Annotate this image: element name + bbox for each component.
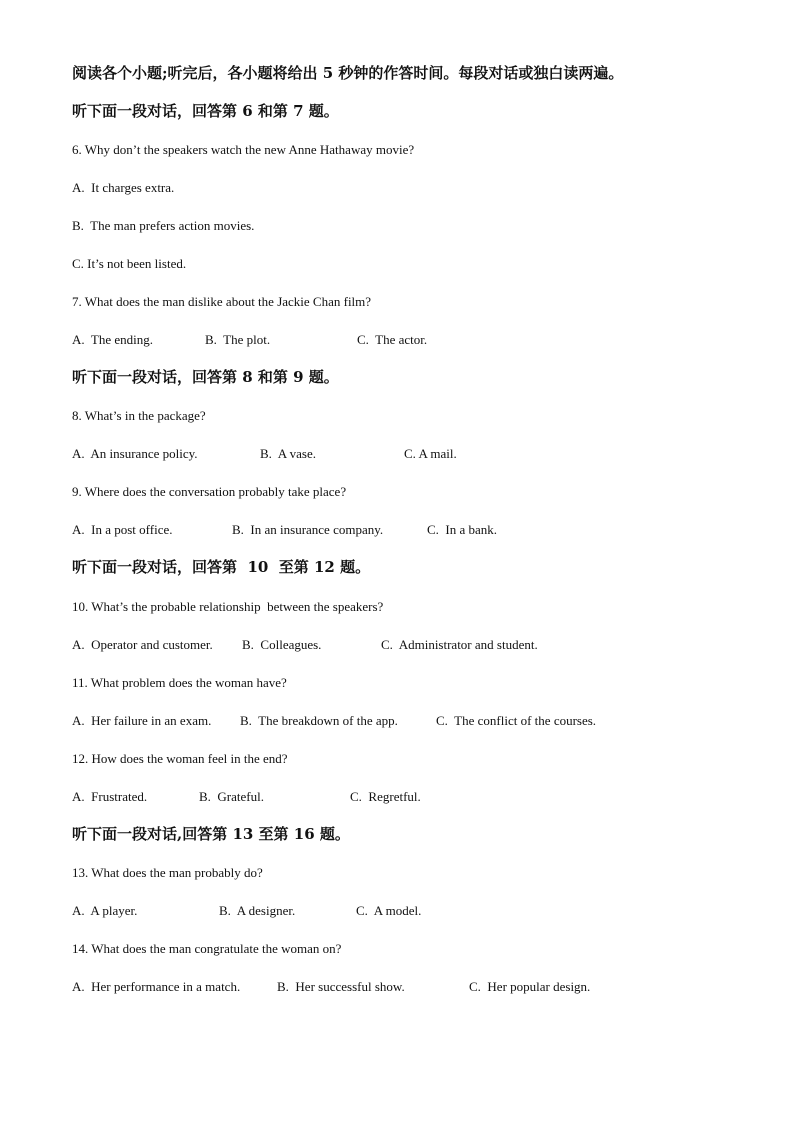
section-heading: 听下面一段对话，回答第 10 至第 12 题。 bbox=[72, 558, 371, 576]
option-c: C. It’s not been listed. bbox=[72, 256, 187, 271]
option-c: C. Regretful. bbox=[350, 789, 421, 804]
option-b: B. A vase. bbox=[260, 446, 316, 461]
option-a: A. Operator and customer. bbox=[72, 637, 213, 652]
option-a: A. Her failure in an exam. bbox=[72, 713, 212, 728]
option-b: B. In an insurance company. bbox=[232, 522, 384, 537]
option-a: A. It charges extra. bbox=[72, 180, 175, 195]
option-a: A. A player. bbox=[72, 903, 138, 918]
section-heading: 听下面一段对话，回答第 8 和第 9 题。 bbox=[72, 368, 339, 386]
question-text: 10. What’s the probable relationship between the speakers? bbox=[72, 599, 384, 614]
option-a: A. In a post office. bbox=[72, 522, 173, 537]
intro-instruction: 阅读各个小题;听完后，各小题将给出 5 秒钟的作答时间。每段对话或独白读两遍。 bbox=[72, 64, 624, 82]
option-c: C. The conflict of the courses. bbox=[436, 713, 597, 728]
option-b: B. Her successful show. bbox=[277, 979, 405, 994]
question-text: 14. What does the man congratulate the woman on? bbox=[72, 941, 342, 956]
option-a: A. Frustrated. bbox=[72, 789, 148, 804]
option-b: B. The plot. bbox=[205, 332, 271, 347]
option-c: C. Her popular design. bbox=[469, 979, 591, 994]
section-heading: 听下面一段对话,回答第 13 至第 16 题。 bbox=[72, 825, 350, 843]
question-text: 12. How does the woman feel in the end? bbox=[72, 751, 288, 766]
option-b: B. The man prefers action movies. bbox=[72, 218, 255, 233]
option-a: A. Her performance in a match. bbox=[72, 979, 241, 994]
option-c: C. Administrator and student. bbox=[381, 637, 538, 652]
option-a: A. An insurance policy. bbox=[72, 446, 198, 461]
question-text: 13. What does the man probably do? bbox=[72, 865, 263, 880]
option-b: B. Grateful. bbox=[199, 789, 264, 804]
option-c: C. A model. bbox=[356, 903, 422, 918]
option-c: C. In a bank. bbox=[427, 522, 498, 537]
option-b: B. A designer. bbox=[219, 903, 296, 918]
option-b: B. The breakdown of the app. bbox=[240, 713, 398, 728]
option-c: C. A mail. bbox=[404, 446, 457, 461]
option-b: B. Colleagues. bbox=[242, 637, 322, 652]
section-heading: 听下面一段对话，回答第 6 和第 7 题。 bbox=[72, 102, 339, 120]
option-c: C. The actor. bbox=[357, 332, 428, 347]
option-a: A. The ending. bbox=[72, 332, 153, 347]
question-text: 11. What problem does the woman have? bbox=[72, 675, 287, 690]
question-text: 9. Where does the conversation probably take place? bbox=[72, 484, 347, 499]
question-text: 8. What’s in the package? bbox=[72, 408, 206, 423]
question-text: 6. Why don’t the speakers watch the new Anne Hathaway movie? bbox=[72, 142, 415, 157]
question-text: 7. What does the man dislike about the Jackie Chan film? bbox=[72, 294, 372, 309]
